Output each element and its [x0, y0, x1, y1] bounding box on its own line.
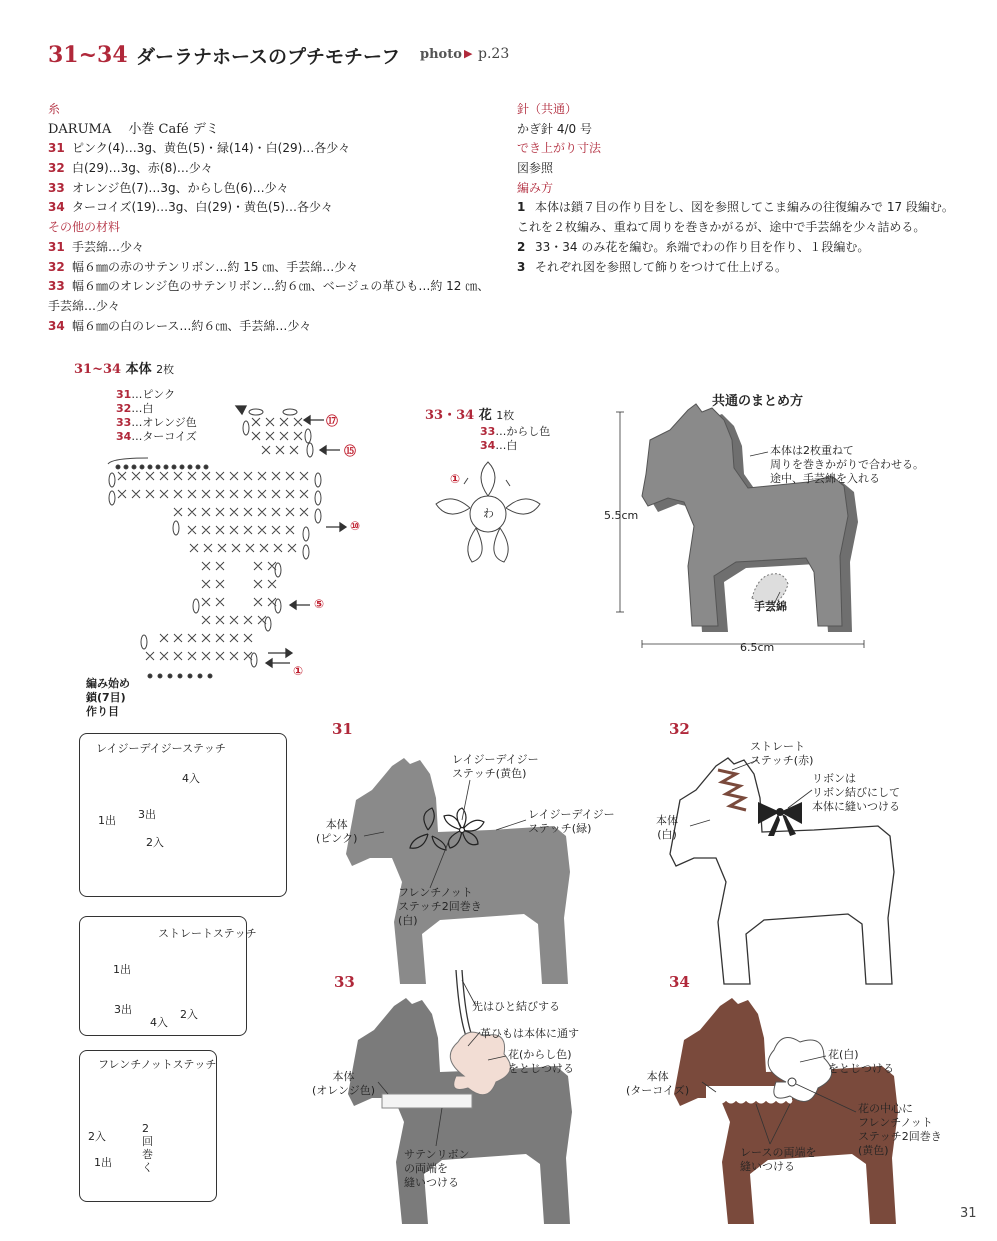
chart-neck-back	[108, 458, 321, 559]
arrow-right-icon: ▶	[464, 47, 473, 60]
chart-head	[243, 409, 313, 457]
fig34-body-label: 本体 (ターコイズ)	[626, 1070, 690, 1097]
fig33-flower-label: 花(からし色) をとじつける	[508, 1048, 574, 1075]
flower-row-marker: ①	[450, 472, 461, 486]
other-row: 34 幅６㎜の白のレース…約６㎝、手芸綿…少々	[48, 318, 312, 333]
page-title: ダーラナホースのプチモチーフ	[136, 46, 401, 68]
row-17-marker: ⑰	[326, 414, 339, 428]
straight-3out: 3出	[114, 1003, 132, 1016]
other-materials-heading: その他の材料	[48, 220, 121, 235]
row-10-marker: ⑩	[350, 519, 361, 533]
straight-1out: 1出	[113, 963, 131, 976]
chain-start-note: 編み始め 鎖(7目) 作り目	[86, 677, 130, 718]
figure-33-number: 33	[334, 973, 355, 991]
fig34-lace-label: レースの両端を 縫いつける	[740, 1146, 817, 1173]
step: 1 本体は鎖７目の作り目をし、図を参照してこま編みの往復編みで 17 段編む。	[517, 200, 954, 215]
other-row: 33 幅６㎜のオレンジ色のサテンリボン…約６㎝、ベージュの革ひも…約 12 ㎝、	[48, 279, 490, 294]
straight-stitch-title: ストレートステッチ	[158, 927, 257, 940]
fig31-lazy-yellow: レイジーデイジー ステッチ(黄色)	[452, 753, 539, 780]
step: これを２枚編み、重ねて周りを巻きかがるが、途中で手芸綿を少々詰める。	[517, 220, 926, 235]
step: 3 それぞれ図を参照して飾りをつけて仕上げる。	[517, 259, 788, 274]
magic-ring-label: わ	[483, 507, 494, 520]
yarn-row: 34 ターコイズ(19)…3g、白(29)・黄色(5)…各少々	[48, 200, 334, 215]
page-number: 31	[960, 1206, 977, 1221]
yarn-row: 32 白(29)…3g、赤(8)…少々	[48, 161, 213, 176]
pattern-number: 31~34	[48, 42, 128, 68]
fig34-center-label: 花の中心に フレンチノット ステッチ2回巻き (黄色)	[858, 1102, 942, 1157]
step: 2 33・34 のみ花を編む。糸端でわの作り目を作り、１段編む。	[517, 239, 870, 254]
yarn-brand: DARUMA 小巻 Café デミ	[48, 121, 219, 137]
fig33-leather-label: 革ひもは本体に通す	[480, 1027, 579, 1040]
horse-31-figure	[346, 758, 570, 984]
figure-31-number: 31	[332, 720, 353, 738]
assembly-note: 本体は2枚重ねて 周りを巻きかがりで合わせる。 途中、手芸綿を入れる	[770, 444, 924, 485]
fig34-flower-label: 花(白) をとじつける	[828, 1048, 894, 1075]
chart-legs	[141, 562, 281, 678]
fig32-straight-label: ストレート ステッチ(赤)	[750, 740, 814, 767]
row-1-marker: ①	[293, 664, 304, 678]
other-row: 31 手芸綿…少々	[48, 239, 145, 254]
needle-heading: 針（共通）	[517, 102, 578, 116]
lazy-daisy-2in: 2入	[146, 836, 164, 849]
figure-32-number: 32	[669, 720, 690, 738]
fig31-body-label: 本体 (ピンク)	[316, 818, 358, 845]
row-5-marker: ⑤	[314, 597, 325, 611]
fig32-ribbon-label: リボンは リボン結びにして 本体に縫いつける	[812, 772, 900, 813]
other-row: 32 幅６㎜の赤のサテンリボン…約 15 ㎝、手芸綿…少々	[48, 259, 359, 274]
french-1out: 1出	[94, 1156, 112, 1169]
lazy-daisy-1out: 1出	[98, 814, 116, 827]
french-2in: 2入	[88, 1130, 106, 1143]
lazy-daisy-3out: 3出	[138, 808, 156, 821]
fig33-ribbon-label: サテンリボン の両端を 縫いつける	[404, 1148, 470, 1189]
needle-value: かぎ針 4/0 号	[517, 121, 592, 136]
width-dimension: 6.5cm	[740, 641, 775, 654]
fig32-body-label: 本体 (白)	[656, 814, 678, 841]
size-heading: でき上がり寸法	[517, 141, 602, 156]
stuffing-label: 手芸綿	[754, 600, 787, 613]
fig31-french-knot: フレンチノット ステッチ2回巻き (白)	[398, 886, 482, 927]
assembly-horse	[642, 404, 858, 632]
assembly-title: 共通のまとめ方	[712, 394, 804, 409]
french-knot-title: フレンチノットステッチ	[98, 1058, 217, 1071]
fig33-body-label: 本体 (オレンジ色)	[312, 1070, 376, 1097]
lazy-daisy-title: レイジーデイジーステッチ	[96, 742, 226, 755]
method-heading: 編み方	[517, 180, 554, 195]
other-row: 手芸綿…少々	[48, 298, 121, 313]
figure-34-number: 34	[669, 973, 690, 991]
straight-2in: 2入	[180, 1008, 198, 1021]
straight-4in: 4入	[150, 1016, 168, 1029]
fig33-knot-label: 先はひと結びする	[472, 1000, 560, 1013]
yarn-heading: 糸	[48, 102, 61, 116]
height-dimension: 5.5cm	[604, 509, 639, 522]
french-wrap-twice: 2回巻く	[142, 1122, 153, 1174]
fig31-lazy-green: レイジーデイジー ステッチ(緑)	[528, 808, 615, 835]
flower-chart-title: 33・34 花 1枚	[425, 408, 515, 423]
photo-page-ref: p.23	[478, 46, 510, 62]
yarn-row: 31 ピンク(4)…3g、黄色(5)・緑(14)・白(29)…各少々	[48, 141, 351, 156]
photo-label: photo	[420, 47, 462, 62]
yarn-row: 33 オレンジ色(7)…3g、からし色(6)…少々	[48, 180, 289, 195]
row-15-marker: ⑮	[344, 444, 357, 458]
body-color-legend: 31…ピンク 32…白 33…オレンジ色 34…ターコイズ	[116, 388, 197, 443]
flower-color-legend: 33…からし色 34…白	[480, 425, 551, 452]
body-chart-title: 31~34 本体 2枚	[74, 362, 175, 377]
lazy-daisy-4in: 4入	[182, 772, 200, 785]
size-value: 図参照	[517, 161, 554, 176]
